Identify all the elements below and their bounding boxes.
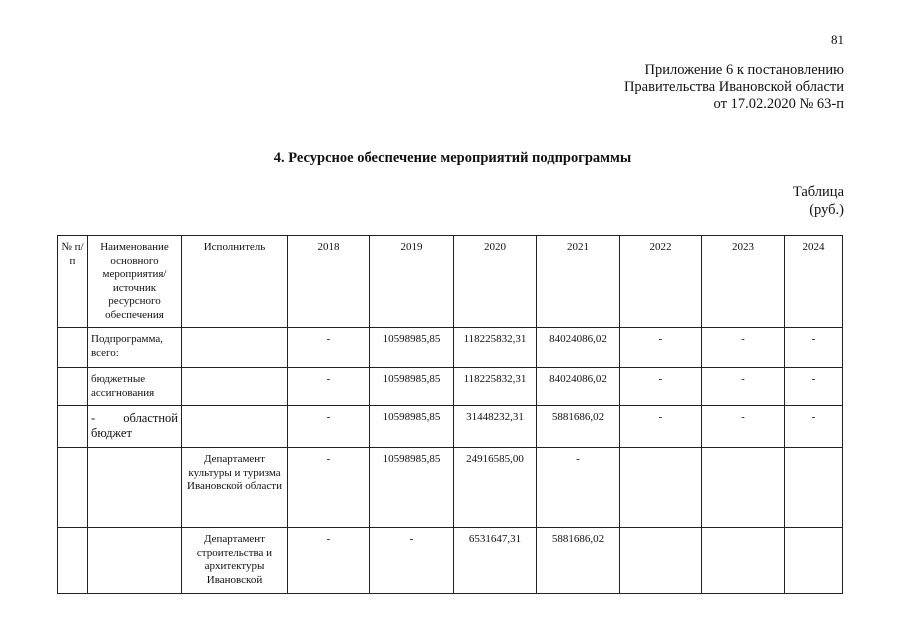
table-caption-unit: (руб.) [809,202,844,218]
header-name: Наименование основного мероприятия/ источник ресурсного обеспечения [88,236,182,328]
header-2021: 2021 [537,236,620,328]
cell-executor [182,406,288,448]
appendix-header [624,62,844,113]
cell-num [58,406,88,448]
cell-2019: 10598985,85 [370,328,454,368]
cell-2022: - [620,328,702,368]
cell-2018: - [288,368,370,406]
cell-2018: - [288,528,370,594]
cell-2021: 5881686,02 [537,406,620,448]
cell-name: бюджетные ассигнования [88,368,182,406]
cell-2024 [785,528,843,594]
cell-name-dash: - [91,411,96,425]
header-2024: 2024 [785,236,843,328]
table-caption [793,183,844,219]
cell-2020: 118225832,31 [454,368,537,406]
cell-2023: - [702,368,785,406]
cell-num [58,328,88,368]
cell-2019: 10598985,85 [370,448,454,528]
cell-2019: 10598985,85 [370,406,454,448]
cell-2019: 10598985,85 [370,368,454,406]
page-number: 81 [831,32,844,47]
table-row [58,528,843,594]
cell-2019: - [370,528,454,594]
cell-executor [182,328,288,368]
cell-name-line [91,411,178,426]
cell-2022 [620,448,702,528]
cell-2023: - [702,406,785,448]
cell-name-word-2: бюджет [91,426,132,440]
cell-2021: - [537,448,620,528]
cell-executor [182,368,288,406]
cell-2021: 5881686,02 [537,528,620,594]
cell-2021: 84024086,02 [537,328,620,368]
cell-2018: - [288,328,370,368]
cell-num [58,528,88,594]
cell-2024: - [785,368,843,406]
cell-executor: Департамент строительства и архитектуры Ивановской [182,528,288,594]
cell-2022 [620,528,702,594]
cell-2023: - [702,328,785,368]
table-row [58,328,843,368]
header-2022: 2022 [620,236,702,328]
appendix-line-2: Правительства Ивановской области [623,79,844,95]
cell-2022: - [620,406,702,448]
header-2019: 2019 [370,236,454,328]
header-2018: 2018 [288,236,370,328]
cell-2024: - [785,328,843,368]
appendix-line-3: от 17.02.2020 № 63-п [713,96,844,112]
cell-2024: - [785,406,843,448]
cell-name [88,448,182,528]
cell-2020: 24916585,00 [454,448,537,528]
cell-2018: - [288,448,370,528]
resource-table [57,235,843,594]
cell-2020: 118225832,31 [454,328,537,368]
header-executor: Исполнитель [182,236,288,328]
cell-2021: 84024086,02 [537,368,620,406]
header-num: № п/п [58,236,88,328]
cell-executor: Департамент культуры и туризма Ивановской области [182,448,288,528]
cell-name: Подпрограмма, всего: [88,328,182,368]
cell-2018: - [288,406,370,448]
table-row [58,448,843,528]
table-row [58,368,843,406]
appendix-line-1: Приложение 6 к постановлению [644,62,844,78]
header-2023: 2023 [702,236,785,328]
cell-2020: 31448232,31 [454,406,537,448]
cell-name [88,406,182,448]
cell-num [58,448,88,528]
table-row [58,406,843,448]
cell-name-word: областной [123,411,178,425]
cell-2023 [702,528,785,594]
section-title: 4. Ресурсное обеспечение мероприятий подпрограммы [273,150,632,166]
cell-2022: - [620,368,702,406]
cell-num [58,368,88,406]
cell-2024 [785,448,843,528]
cell-2020: 6531647,31 [454,528,537,594]
cell-name [88,528,182,594]
header-2020: 2020 [454,236,537,328]
table-caption-label: Таблица [792,184,844,200]
cell-2023 [702,448,785,528]
table-header-row [58,236,843,328]
